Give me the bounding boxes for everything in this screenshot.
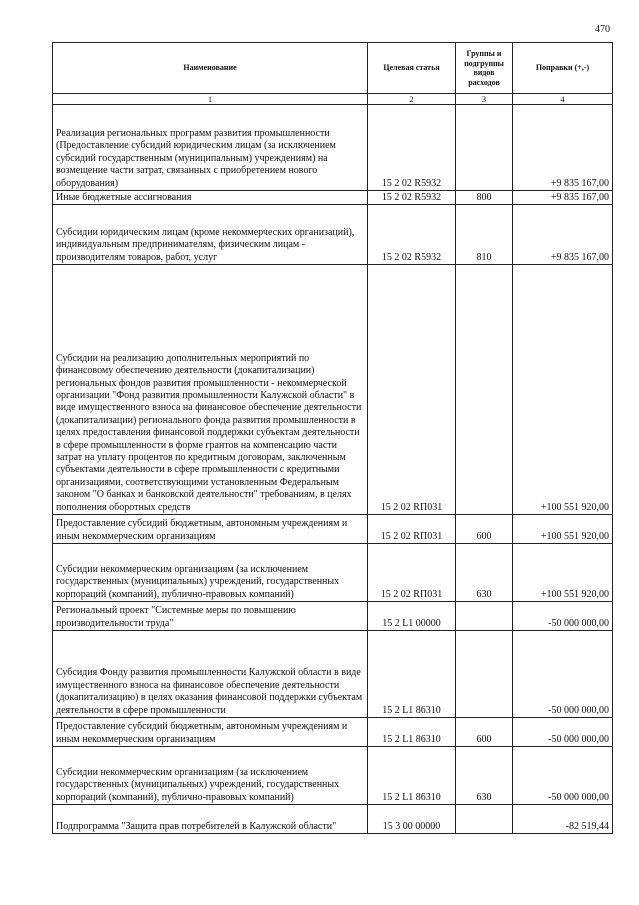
table-row	[53, 631, 613, 718]
row-group: 810	[456, 205, 513, 265]
header-row	[53, 43, 613, 94]
header-amendments: Поправки (+,-)	[513, 43, 613, 94]
row-group: 630	[456, 747, 513, 805]
row-target-code: 15 3 00 00000	[368, 805, 456, 834]
row-group: 800	[456, 191, 513, 205]
table-row	[53, 544, 613, 602]
column-number: 1	[53, 94, 368, 105]
row-amount: -82 519,44	[513, 805, 613, 834]
row-group	[456, 631, 513, 718]
table-row	[53, 265, 613, 515]
row-group	[456, 602, 513, 631]
row-amount: +9 835 167,00	[513, 205, 613, 265]
table-row	[53, 805, 613, 834]
row-group	[456, 105, 513, 191]
table-row	[53, 718, 613, 747]
row-group	[456, 805, 513, 834]
row-name: Иные бюджетные ассигнования	[53, 191, 368, 205]
row-name: Предоставление субсидий бюджетным, автономным учреждениям и иным некоммерческим организациям	[53, 515, 368, 544]
row-name: Предоставление субсидий бюджетным, автономным учреждениям и иным некоммерческим организациям	[53, 718, 368, 747]
header-groups: Группы и подгруппы видов расходов	[456, 43, 513, 94]
row-group: 630	[456, 544, 513, 602]
column-number: 3	[456, 94, 513, 105]
row-name: Субсидия Фонду развития промышленности Калужской области в виде имущественного взноса на финансовое обеспечение деятельности (докапитализацию) в целях оказания финансовой поддержки субъектам деятельности в сфере промышленности	[53, 631, 368, 718]
row-group: 600	[456, 515, 513, 544]
row-amount: +100 551 920,00	[513, 515, 613, 544]
page-number: 470	[595, 24, 610, 35]
table-row	[53, 747, 613, 805]
table-row	[53, 602, 613, 631]
table-row	[53, 205, 613, 265]
row-name: Подпрограмма "Защита прав потребителей в Калужской области"	[53, 805, 368, 834]
row-group: 600	[456, 718, 513, 747]
row-target-code: 15 2 02 R5932	[368, 105, 456, 191]
row-name: Субсидии некоммерческим организациям (за исключением государственных (муниципальных) учреждений, государственных корпораций (компаний), публично-правовых компаний)	[53, 544, 368, 602]
row-target-code: 15 2 02 RП031	[368, 265, 456, 515]
row-amount: -50 000 000,00	[513, 747, 613, 805]
row-amount: +100 551 920,00	[513, 544, 613, 602]
header-name: Наименование	[53, 43, 368, 94]
header-target: Целевая статья	[368, 43, 456, 94]
row-target-code: 15 2 02 R5932	[368, 205, 456, 265]
row-amount: -50 000 000,00	[513, 602, 613, 631]
row-group	[456, 265, 513, 515]
row-name: Региональный проект "Системные меры по повышению производительности труда"	[53, 602, 368, 631]
budget-table	[52, 42, 613, 834]
column-number-row	[53, 94, 613, 105]
row-amount: -50 000 000,00	[513, 718, 613, 747]
row-name: Субсидии некоммерческим организациям (за исключением государственных (муниципальных) учреждений, государственных корпораций (компаний), публично-правовых компаний)	[53, 747, 368, 805]
table-row	[53, 191, 613, 205]
row-amount: -50 000 000,00	[513, 631, 613, 718]
table-row	[53, 515, 613, 544]
row-target-code: 15 2 L1 00000	[368, 602, 456, 631]
column-number: 4	[513, 94, 613, 105]
row-target-code: 15 2 02 RП031	[368, 515, 456, 544]
row-target-code: 15 2 L1 86310	[368, 631, 456, 718]
row-amount: +100 551 920,00	[513, 265, 613, 515]
column-number: 2	[368, 94, 456, 105]
row-amount: +9 835 167,00	[513, 105, 613, 191]
row-target-code: 15 2 L1 86310	[368, 718, 456, 747]
row-name: Субсидии юридическим лицам (кроме некоммерческих организаций), индивидуальным предпринимателям, физическим лицам - производителям товаров, работ, услуг	[53, 205, 368, 265]
row-name: Субсидии на реализацию дополнительных мероприятий по финансовому обеспечению деятельности (докапитализации) региональных фондов развития промышленности - некоммерческой организации "Фонд развития промышленности Калужской области" в виде имущественного взноса на финансовое обеспечение деятельности (докапитализации) регионального фонда развития промышленности в целях предоставления финансовой поддержки субъектам деятельности в сфере промышленности в форме грантов на компенсацию части затрат на уплату процентов по кредитным договорам, заключенным субъектами деятельности в сфере промышленности с кредитными организациями, соответствующими установленным Федеральным законом "О банках и банковской деятельности" требованиям, в целях пополнения оборотных средств	[53, 265, 368, 515]
row-name: Реализация региональных программ развития промышленности (Предоставление субсидий юридическим лицам (за исключением субсидий государственным (муниципальным) учреждениям) на возмещение части затрат, связанных с приобретением нового оборудования)	[53, 105, 368, 191]
row-amount: +9 835 167,00	[513, 191, 613, 205]
row-target-code: 15 2 L1 86310	[368, 747, 456, 805]
row-target-code: 15 2 02 R5932	[368, 191, 456, 205]
row-target-code: 15 2 02 RП031	[368, 544, 456, 602]
table-row	[53, 105, 613, 191]
